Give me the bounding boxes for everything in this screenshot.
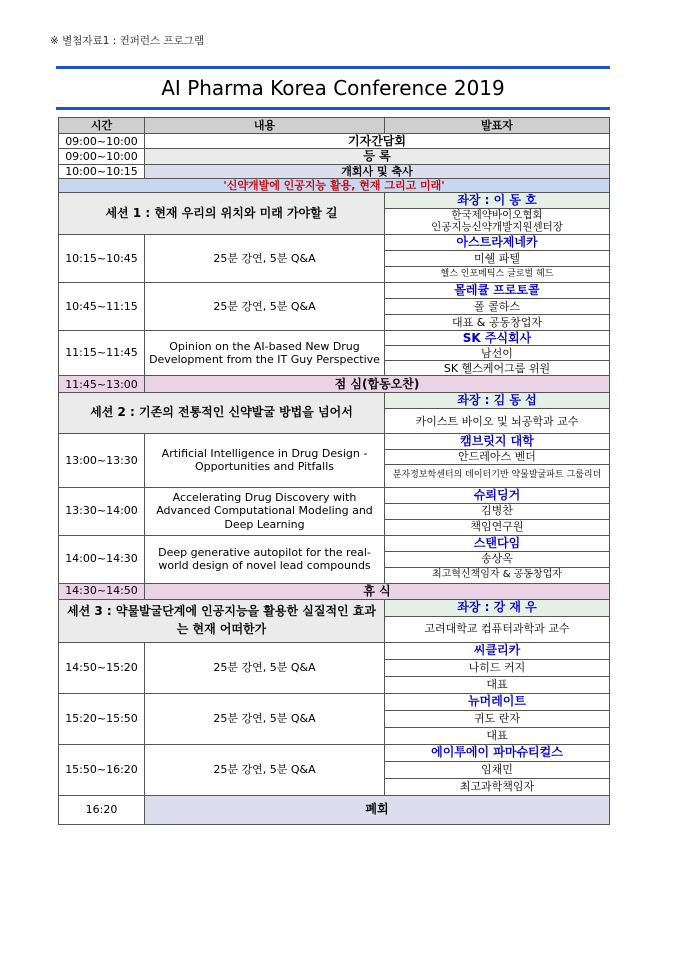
presenter-role: 분자정보학센터의 데이터기반 약물발굴파트 그룹리더 — [385, 464, 610, 487]
presenter-org: SK 주식회사 — [385, 330, 610, 345]
talk-content: 25분 강연, 5분 Q&A — [145, 744, 385, 795]
time-cell: 13:00~13:30 — [59, 434, 145, 487]
session-3-chair-affiliation: 고려대학교 컴퓨터과학과 교수 — [385, 616, 610, 642]
presenter-name: 안드레아스 벤더 — [385, 449, 610, 464]
header-time: 시간 — [59, 118, 145, 134]
presenter-org: 아스트라제네카 — [385, 234, 610, 250]
presenter-name: 남선이 — [385, 346, 610, 361]
presenter-role: 대표 & 공동창업자 — [385, 314, 610, 330]
session-2-chair: 좌장 : 김 동 섭 — [385, 393, 610, 409]
header-presenter: 발표자 — [385, 118, 610, 134]
program-table — [58, 117, 610, 825]
registration: 등 록 — [145, 149, 610, 164]
talk-content: 25분 강연, 5분 Q&A — [145, 693, 385, 744]
time-cell: 10:45~11:15 — [59, 282, 145, 330]
talk-content: 25분 강연, 5분 Q&A — [145, 642, 385, 693]
conference-title: AI Pharma Korea Conference 2019 — [56, 66, 610, 110]
talk-content: 25분 강연, 5분 Q&A — [145, 282, 385, 330]
presenter-name: 김병찬 — [385, 503, 610, 519]
presenter-role: 최고과학책임자 — [385, 778, 610, 795]
presenter-role: 최고혁신책임자 & 공동창업자 — [385, 567, 610, 583]
session-3-title: 세션 3 : 약물발굴단계에 인공지능을 활용한 실질적인 효과는 현재 어떠한가 — [59, 599, 385, 642]
time-cell: 09:00~10:00 — [59, 149, 145, 164]
presenter-org: 몰레큘 프로토콜 — [385, 282, 610, 298]
presenter-name: 나히드 커지 — [385, 659, 610, 676]
break: 휴 식 — [145, 583, 610, 599]
time-cell: 15:20~15:50 — [59, 693, 145, 744]
opening-remarks: 개회사 및 축사 — [145, 164, 610, 178]
presenter-org: 슈뢰딩거 — [385, 487, 610, 503]
session-1-chair-affiliation: 한국제약바이오협회 인공지능신약개발지원센터장 — [385, 208, 610, 234]
lunch: 점 심(합동오찬) — [145, 376, 610, 393]
presenter-org: 씨클리카 — [385, 642, 610, 659]
presenter-name: 폴 콜하스 — [385, 298, 610, 314]
time-cell: 14:50~15:20 — [59, 642, 145, 693]
time-cell: 09:00~10:00 — [59, 134, 145, 149]
presenter-role: 대표 — [385, 676, 610, 693]
presenter-org: 캠브릿지 대학 — [385, 434, 610, 449]
talk-content: 25분 강연, 5분 Q&A — [145, 234, 385, 282]
talk-content: Accelerating Drug Discovery with Advanced Computational Modeling and Deep Learning — [145, 487, 385, 535]
session-3-chair: 좌장 : 강 재 우 — [385, 599, 610, 616]
presenter-name: 임채민 — [385, 761, 610, 778]
header-content: 내용 — [145, 118, 385, 134]
press-conference: 기자간담회 — [145, 134, 610, 149]
presenter-org: 뉴머레이트 — [385, 693, 610, 710]
time-cell: 14:30~14:50 — [59, 583, 145, 599]
presenter-org: 스탠다임 — [385, 535, 610, 551]
presenter-name: 미쉘 파텔 — [385, 250, 610, 266]
presenter-role: 대표 — [385, 727, 610, 744]
time-cell: 10:15~10:45 — [59, 234, 145, 282]
talk-content: Artificial Intelligence in Drug Design - Opportunities and Pitfalls — [145, 434, 385, 487]
time-cell: 11:45~13:00 — [59, 376, 145, 393]
time-cell: 13:30~14:00 — [59, 487, 145, 535]
time-cell: 10:00~10:15 — [59, 164, 145, 178]
session-2-title: 세션 2 : 기존의 전통적인 신약발굴 방법을 넘어서 — [59, 393, 385, 434]
time-cell: 14:00~14:30 — [59, 535, 145, 583]
conference-theme: '신약개발에 인공지능 활용, 현재 그리고 미래' — [59, 178, 610, 192]
time-cell: 11:15~11:45 — [59, 330, 145, 375]
presenter-name: 귀도 란자 — [385, 710, 610, 727]
session-1-chair: 좌장 : 이 동 호 — [385, 193, 610, 208]
time-cell: 15:50~16:20 — [59, 744, 145, 795]
talk-content: Opinion on the AI-based New Drug Development from the IT Guy Perspective — [145, 330, 385, 375]
time-cell: 16:20 — [59, 795, 145, 824]
talk-content: Deep generative autopilot for the real-world design of novel lead compounds — [145, 535, 385, 583]
presenter-org: 에이투에이 파마슈티컬스 — [385, 744, 610, 761]
presenter-role: SK 헬스케어그룹 위원 — [385, 361, 610, 376]
presenter-role: 책임연구원 — [385, 519, 610, 535]
closing: 폐회 — [145, 795, 610, 824]
attachment-label: ※ 별첨자료1 : 컨퍼런스 프로그램 — [50, 35, 205, 47]
session-2-chair-affiliation: 카이스트 바이오 및 뇌공학과 교수 — [385, 409, 610, 434]
presenter-name: 송상옥 — [385, 551, 610, 567]
presenter-role: 헬스 인포메틱스 글로벌 헤드 — [385, 266, 610, 282]
session-1-title: 세션 1 : 현재 우리의 위치와 미래 가야할 길 — [59, 193, 385, 235]
